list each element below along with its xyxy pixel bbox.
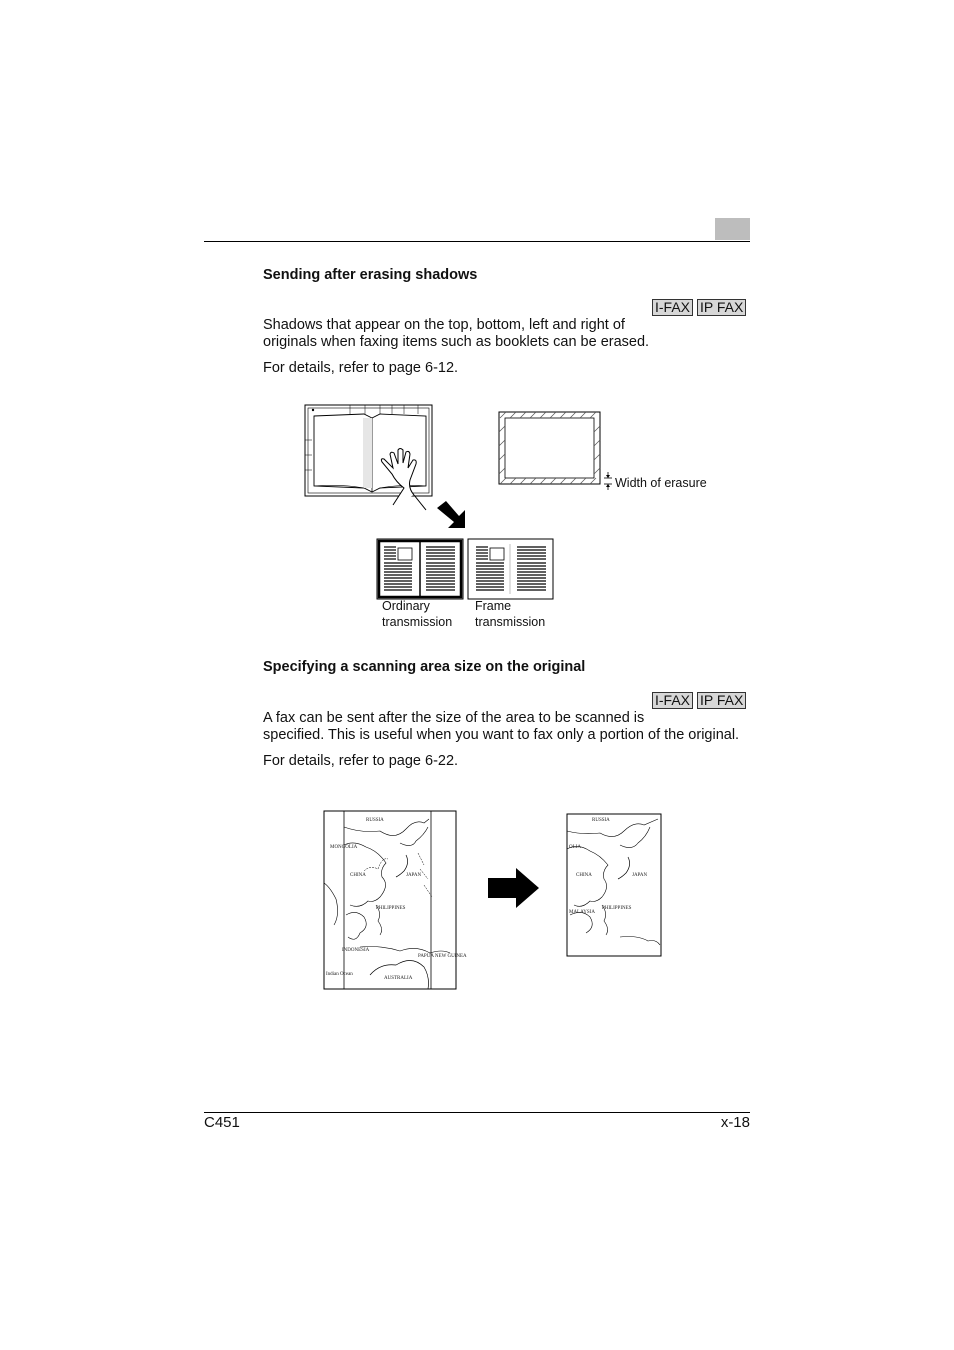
map-label-japan: JAPAN <box>406 873 422 878</box>
body-line: originals when faxing items such as booklets can be erased. <box>263 334 650 350</box>
ifax-badge: I-FAX <box>652 299 693 316</box>
body-paragraph <box>263 317 649 351</box>
map-label-philippines: PHILIPPINES <box>602 906 632 911</box>
map-label-malaysia: MALAYSIA <box>569 910 595 915</box>
footer-page-number: x-18 <box>720 1114 750 1131</box>
ipfax-badge: IP FAX <box>697 299 746 316</box>
caption-line: Ordinary <box>382 599 430 613</box>
footer-model: C451 <box>204 1114 240 1131</box>
map-label-olia: OLIA <box>569 845 581 850</box>
caption-line: transmission <box>475 615 546 629</box>
scan-area-figure <box>320 805 670 995</box>
map-label-russia: RUSSIA <box>592 818 610 823</box>
body-line: specified. This is useful when you want to fax only a portion of the original. <box>263 727 740 743</box>
map-label-png: PAPUA NEW GUINEA <box>418 954 467 959</box>
chapter-tab-marker <box>715 218 750 240</box>
scan-arrow-icon <box>488 868 539 908</box>
header-rule <box>204 241 750 242</box>
map-label-china: CHINA <box>576 873 592 878</box>
width-of-erasure-label: Width of erasure <box>615 476 707 490</box>
fax-mode-badges <box>652 692 746 709</box>
section-heading-erase-shadows: Sending after erasing shadows <box>263 267 478 283</box>
fax-mode-badges <box>652 299 746 316</box>
map-label-philippines: PHILIPPINES <box>376 906 406 911</box>
original-map <box>324 811 467 989</box>
details-reference: For details, refer to page 6-12. <box>263 360 459 376</box>
footer-rule <box>204 1112 750 1113</box>
map-label-australia: AUSTRALIA <box>384 976 413 981</box>
frame-transmission-caption <box>475 598 545 630</box>
map-label-japan: JAPAN <box>632 873 648 878</box>
map-label-russia: RUSSIA <box>366 818 384 823</box>
details-reference: For details, refer to page 6-22. <box>263 753 459 769</box>
ifax-badge: I-FAX <box>652 692 693 709</box>
section-heading-scan-area: Specifying a scanning area size on the original <box>263 659 586 675</box>
body-line: Shadows that appear on the top, bottom, left and right of <box>263 317 625 333</box>
caption-line: Frame <box>475 599 512 613</box>
ordinary-transmission-caption <box>382 598 452 630</box>
cropped-map <box>567 814 661 956</box>
body-paragraph <box>263 710 739 744</box>
map-label-mongolia: MONGOLIA <box>330 845 358 850</box>
caption-line: transmission <box>382 615 453 629</box>
body-line: A fax can be sent after the size of the area to be scanned is <box>263 710 645 726</box>
map-label-indonesia: INDONESIA <box>342 948 370 953</box>
map-label-indian-ocean: Indian Ocean <box>326 972 353 977</box>
ipfax-badge: IP FAX <box>697 692 746 709</box>
map-label-china: CHINA <box>350 873 366 878</box>
